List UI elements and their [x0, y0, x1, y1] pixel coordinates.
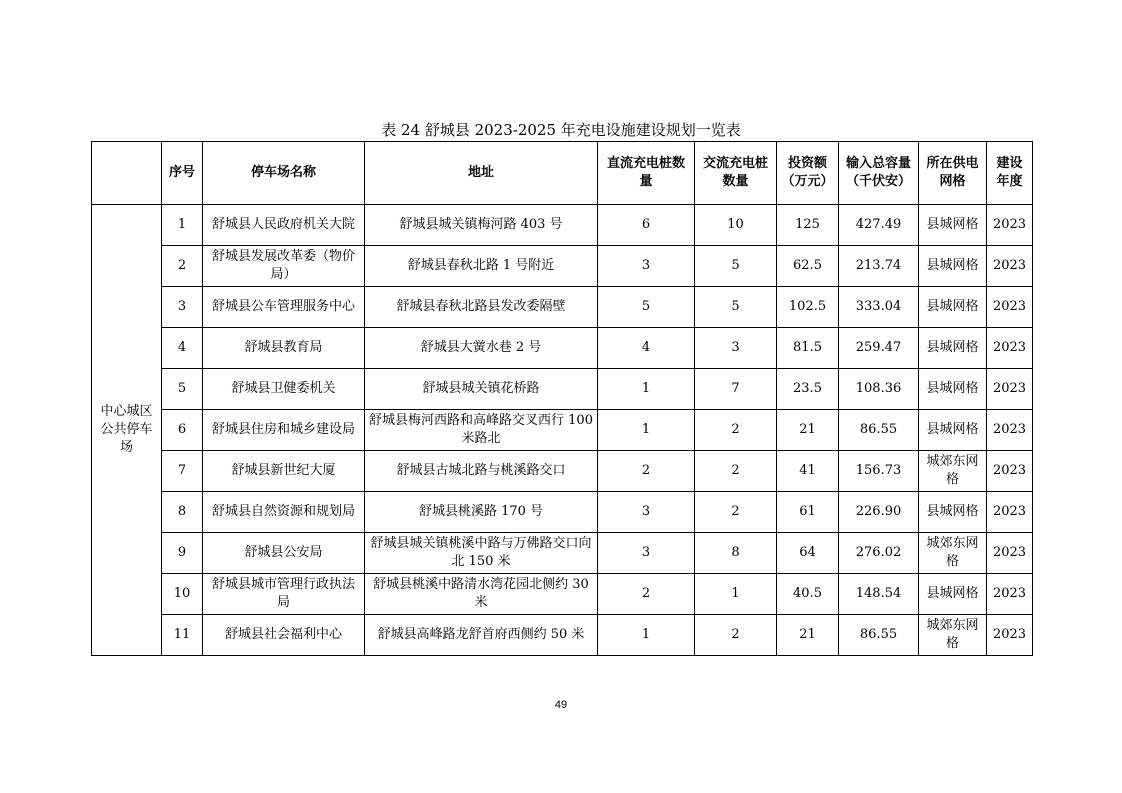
cell-name: 舒城县公车管理服务中心 — [203, 287, 365, 328]
cell-address: 舒城县高峰路龙舒首府西侧约 50 米 — [365, 615, 598, 656]
cell-grid: 城郊东网格 — [919, 615, 987, 656]
cell-investment: 21 — [777, 615, 839, 656]
header-grid: 所在供电网格 — [919, 142, 987, 205]
cell-ac: 1 — [695, 574, 777, 615]
cell-dc: 1 — [598, 615, 695, 656]
cell-investment: 41 — [777, 451, 839, 492]
cell-index: 8 — [162, 492, 203, 533]
header-name: 停车场名称 — [203, 142, 365, 205]
table-row — [92, 287, 1033, 328]
cell-ac: 8 — [695, 533, 777, 574]
header-index: 序号 — [162, 142, 203, 205]
table-title: 表 24 舒城县 2023-2025 年充电设施建设规划一览表 — [381, 121, 741, 139]
cell-ac: 5 — [695, 246, 777, 287]
cell-investment: 125 — [777, 205, 839, 246]
cell-investment: 61 — [777, 492, 839, 533]
cell-address: 舒城县桃溪路 170 号 — [365, 492, 598, 533]
cell-address: 舒城县城关镇梅河路 403 号 — [365, 205, 598, 246]
cell-year: 2023 — [987, 492, 1033, 533]
cell-index: 11 — [162, 615, 203, 656]
cell-address: 舒城县城关镇桃溪中路与万佛路交口向北 150 米 — [365, 533, 598, 574]
cell-name: 舒城县卫健委机关 — [203, 369, 365, 410]
cell-name: 舒城县公安局 — [203, 533, 365, 574]
table-row — [92, 615, 1033, 656]
cell-grid: 城郊东网格 — [919, 451, 987, 492]
table-row — [92, 574, 1033, 615]
cell-index: 6 — [162, 410, 203, 451]
cell-capacity: 148.54 — [839, 574, 919, 615]
header-capacity: 输入总容量（千伏安） — [839, 142, 919, 205]
table-row — [92, 451, 1033, 492]
cell-capacity: 333.04 — [839, 287, 919, 328]
cell-investment: 64 — [777, 533, 839, 574]
cell-investment: 40.5 — [777, 574, 839, 615]
cell-ac: 2 — [695, 615, 777, 656]
cell-address: 舒城县春秋北路 1 号附近 — [365, 246, 598, 287]
cell-year: 2023 — [987, 410, 1033, 451]
cell-name: 舒城县发展改革委（物价局） — [203, 246, 365, 287]
cell-grid: 县城网格 — [919, 205, 987, 246]
cell-ac: 10 — [695, 205, 777, 246]
cell-ac: 3 — [695, 328, 777, 369]
cell-address: 舒城县桃溪中路清水湾花园北侧约 30 米 — [365, 574, 598, 615]
cell-index: 10 — [162, 574, 203, 615]
cell-ac: 2 — [695, 492, 777, 533]
cell-grid: 县城网格 — [919, 369, 987, 410]
header-row — [92, 142, 1033, 205]
cell-grid: 县城网格 — [919, 246, 987, 287]
cell-index: 2 — [162, 246, 203, 287]
cell-investment: 21 — [777, 410, 839, 451]
cell-capacity: 259.47 — [839, 328, 919, 369]
cell-dc: 6 — [598, 205, 695, 246]
cell-capacity: 213.74 — [839, 246, 919, 287]
cell-year: 2023 — [987, 205, 1033, 246]
cell-investment: 81.5 — [777, 328, 839, 369]
cell-grid: 县城网格 — [919, 328, 987, 369]
cell-name: 舒城县自然资源和规划局 — [203, 492, 365, 533]
table-row — [92, 533, 1033, 574]
cell-dc: 2 — [598, 451, 695, 492]
cell-year: 2023 — [987, 369, 1033, 410]
cell-year: 2023 — [987, 287, 1033, 328]
header-address: 地址 — [365, 142, 598, 205]
table-body — [92, 205, 1033, 656]
header-investment: 投资额（万元） — [777, 142, 839, 205]
cell-ac: 2 — [695, 451, 777, 492]
cell-capacity: 427.49 — [839, 205, 919, 246]
cell-name: 舒城县教育局 — [203, 328, 365, 369]
table-row — [92, 246, 1033, 287]
cell-index: 9 — [162, 533, 203, 574]
cell-year: 2023 — [987, 574, 1033, 615]
cell-grid: 县城网格 — [919, 410, 987, 451]
cell-investment: 23.5 — [777, 369, 839, 410]
header-dc-count: 直流充电桩数量 — [598, 142, 695, 205]
cell-index: 3 — [162, 287, 203, 328]
cell-address: 舒城县春秋北路县发改委隔壁 — [365, 287, 598, 328]
cell-dc: 4 — [598, 328, 695, 369]
cell-index: 7 — [162, 451, 203, 492]
cell-grid: 县城网格 — [919, 287, 987, 328]
cell-year: 2023 — [987, 533, 1033, 574]
page-number: 49 — [554, 699, 568, 711]
cell-dc: 3 — [598, 492, 695, 533]
cell-dc: 5 — [598, 287, 695, 328]
cell-year: 2023 — [987, 615, 1033, 656]
cell-investment: 62.5 — [777, 246, 839, 287]
cell-name: 舒城县新世纪大厦 — [203, 451, 365, 492]
cell-ac: 7 — [695, 369, 777, 410]
cell-index: 1 — [162, 205, 203, 246]
cell-address: 舒城县大黉水巷 2 号 — [365, 328, 598, 369]
cell-dc: 3 — [598, 533, 695, 574]
cell-ac: 2 — [695, 410, 777, 451]
cell-grid: 县城网格 — [919, 574, 987, 615]
header-year: 建设年度 — [987, 142, 1033, 205]
cell-address: 舒城县城关镇花桥路 — [365, 369, 598, 410]
cell-investment: 102.5 — [777, 287, 839, 328]
table-row — [92, 492, 1033, 533]
cell-dc: 3 — [598, 246, 695, 287]
cell-dc: 1 — [598, 410, 695, 451]
cell-ac: 5 — [695, 287, 777, 328]
cell-capacity: 86.55 — [839, 410, 919, 451]
header-ac-count: 交流充电桩数量 — [695, 142, 777, 205]
table-row — [92, 205, 1033, 246]
cell-dc: 1 — [598, 369, 695, 410]
header-category — [92, 142, 162, 205]
cell-name: 舒城县社会福利中心 — [203, 615, 365, 656]
table-row — [92, 328, 1033, 369]
cell-year: 2023 — [987, 328, 1033, 369]
category-cell: 中心城区公共停车场 — [92, 205, 162, 656]
cell-dc: 2 — [598, 574, 695, 615]
cell-capacity: 156.73 — [839, 451, 919, 492]
cell-capacity: 86.55 — [839, 615, 919, 656]
cell-name: 舒城县住房和城乡建设局 — [203, 410, 365, 451]
cell-index: 4 — [162, 328, 203, 369]
cell-index: 5 — [162, 369, 203, 410]
cell-grid: 县城网格 — [919, 492, 987, 533]
table-row — [92, 410, 1033, 451]
charging-facility-table — [91, 141, 1033, 656]
cell-address: 舒城县古城北路与桃溪路交口 — [365, 451, 598, 492]
cell-name: 舒城县城市管理行政执法局 — [203, 574, 365, 615]
cell-year: 2023 — [987, 451, 1033, 492]
cell-capacity: 226.90 — [839, 492, 919, 533]
cell-year: 2023 — [987, 246, 1033, 287]
table-row — [92, 369, 1033, 410]
cell-grid: 城郊东网格 — [919, 533, 987, 574]
cell-name: 舒城县人民政府机关大院 — [203, 205, 365, 246]
cell-capacity: 276.02 — [839, 533, 919, 574]
cell-address: 舒城县梅河西路和高峰路交叉西行 100 米路北 — [365, 410, 598, 451]
cell-capacity: 108.36 — [839, 369, 919, 410]
